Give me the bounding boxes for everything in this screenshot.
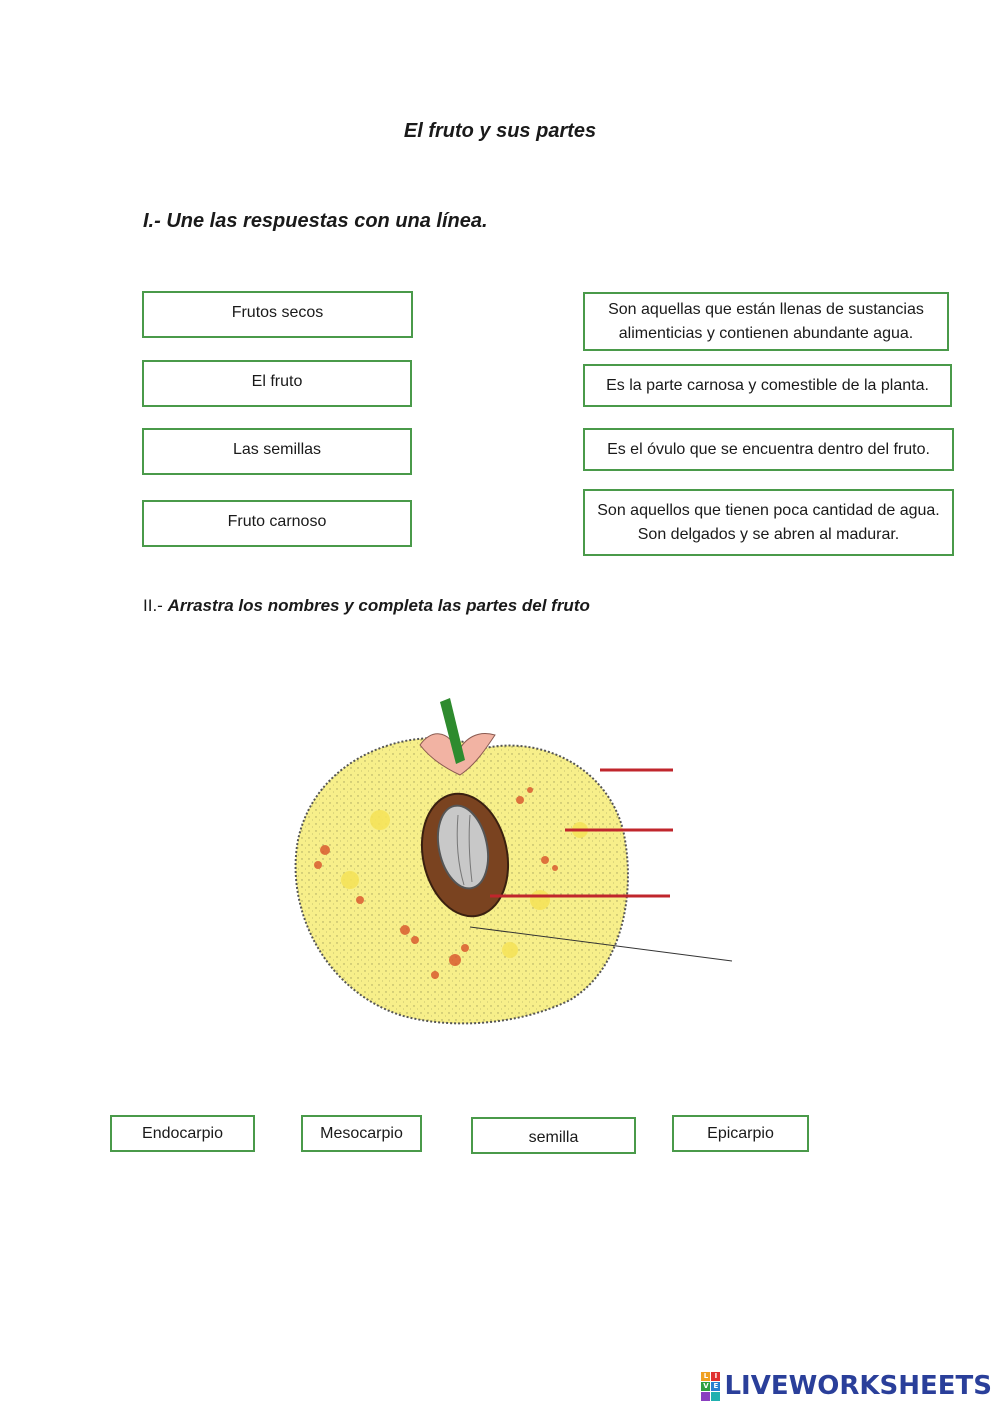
match-left-fruto-carnoso[interactable]: Fruto carnoso	[142, 500, 412, 547]
word-epicarpio[interactable]: Epicarpio	[672, 1115, 809, 1152]
liveworksheets-logo	[701, 1371, 992, 1401]
section-1-heading: I.- Une las respuestas con una línea.	[143, 210, 488, 232]
word-endocarpio[interactable]: Endocarpio	[110, 1115, 255, 1152]
match-right-poca-agua[interactable]: Son aquellos que tienen poca cantidad de agua. Son delgados y se abren al madurar.	[583, 489, 954, 556]
page-title: El fruto y sus partes	[403, 120, 597, 142]
match-right-ovulo[interactable]: Es el óvulo que se encuentra dentro del fruto.	[583, 428, 954, 471]
word-mesocarpio[interactable]: Mesocarpio	[301, 1115, 422, 1152]
match-right-sustancias[interactable]: Son aquellas que están llenas de sustancias alimenticias y contienen abundante agua.	[583, 292, 949, 351]
fruit-diagram	[280, 690, 750, 1030]
logo-text: LIVEWORKSHEETS	[724, 1371, 992, 1401]
section-2-prefix: II.-	[143, 596, 168, 615]
section-2-instruction: Arrastra los nombres y completa las partes del fruto	[167, 596, 590, 615]
match-left-las-semillas[interactable]: Las semillas	[142, 428, 412, 475]
match-right-parte-carnosa[interactable]: Es la parte carnosa y comestible de la planta.	[583, 364, 952, 407]
word-semilla[interactable]: semilla	[471, 1117, 636, 1154]
section-2-heading	[143, 596, 590, 616]
match-left-el-fruto[interactable]: El fruto	[142, 360, 412, 407]
logo-icon: L I V E	[701, 1372, 720, 1401]
match-left-frutos-secos[interactable]: Frutos secos	[142, 291, 413, 338]
